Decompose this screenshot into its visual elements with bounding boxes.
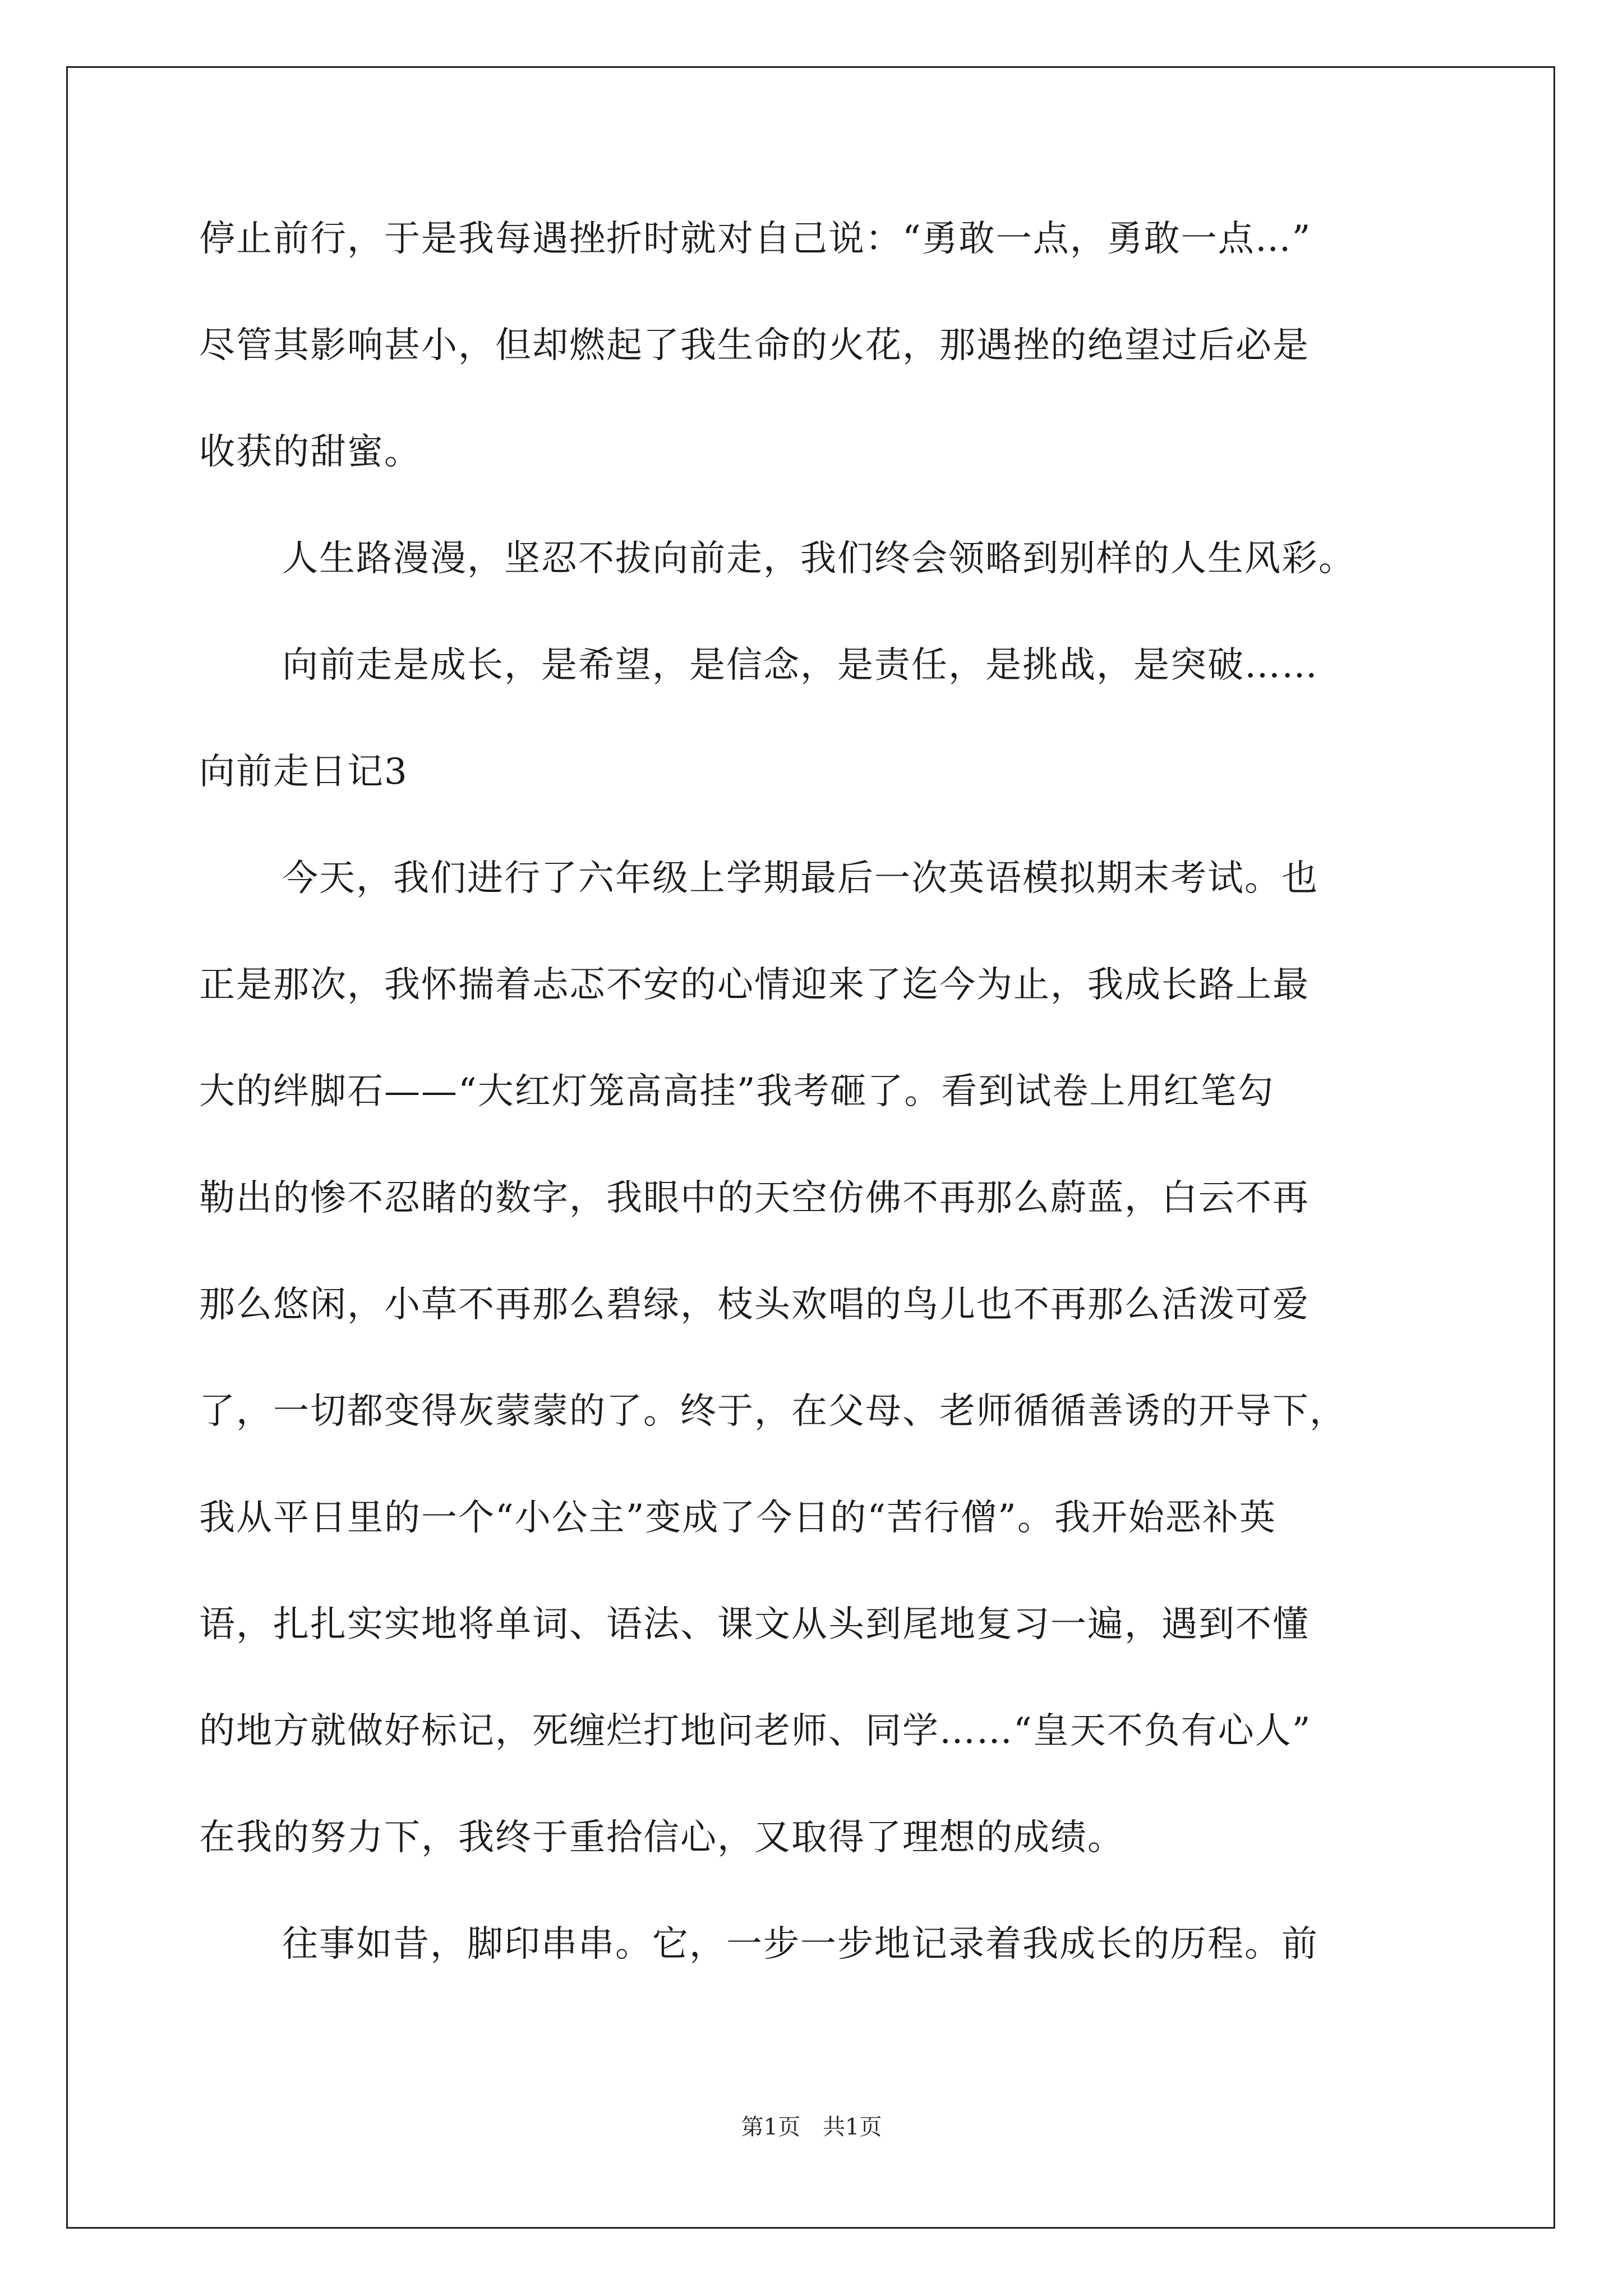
text-line: 大的绊脚石——“大红灯笼高高挂”我考砸了。看到试卷上用红笔勾 bbox=[199, 1071, 1275, 1112]
text-line: 在我的努力下，我终于重拾信心，又取得了理想的成绩。 bbox=[199, 1817, 1124, 1858]
text-line: 那么悠闲，小草不再那么碧绿，枝头欢唱的鸟儿也不再那么活泼可爱 bbox=[199, 1284, 1310, 1326]
text-line: 勒出的惨不忍睹的数字，我眼中的天空仿佛不再那么蔚蓝，白云不再 bbox=[199, 1177, 1310, 1219]
text-line: 我从平日里的一个“小公主”变成了今日的“苦行僧”。我开始恶补英 bbox=[199, 1497, 1276, 1539]
text-line: 停止前行，于是我每遇挫折时就对自己说：“勇敢一点，勇敢一点…” bbox=[199, 218, 1312, 260]
document-body bbox=[199, 219, 1433, 2031]
section-heading: 向前走日记3 bbox=[199, 751, 408, 793]
text-line: 人生路漫漫，坚忍不拔向前走，我们终会领略到别样的人生风彩。 bbox=[282, 538, 1355, 579]
text-line: 正是那次，我怀揣着忐忑不安的心情迎来了迄今为止，我成长路上最 bbox=[199, 964, 1310, 1006]
text-line: 今天，我们进行了六年级上学期最后一次英语模拟期末考试。也 bbox=[282, 858, 1318, 899]
text-line: 往事如昔，脚印串串。它，一步一步地记录着我成长的历程。前 bbox=[282, 1924, 1318, 1965]
text-line: 了，一切都变得灰蒙蒙的了。终于，在父母、老师循循善诱的开导下， bbox=[199, 1391, 1347, 1432]
page-number-footer: 第1页 共1页 bbox=[741, 2114, 882, 2140]
text-line: 的地方就做好标记，死缠烂打地问老师、同学……“皇天不负有心人” bbox=[199, 1710, 1312, 1752]
text-line: 语，扎扎实实地将单词、语法、课文从头到尾地复习一遍，遇到不懂 bbox=[199, 1604, 1310, 1645]
text-line: 向前走是成长，是希望，是信念，是责任，是挑战，是突破…… bbox=[282, 645, 1318, 686]
text-line: 尽管其影响甚小，但却燃起了我生命的火花，那遇挫的绝望过后必是 bbox=[199, 325, 1310, 366]
text-line: 收获的甜蜜。 bbox=[199, 431, 421, 473]
